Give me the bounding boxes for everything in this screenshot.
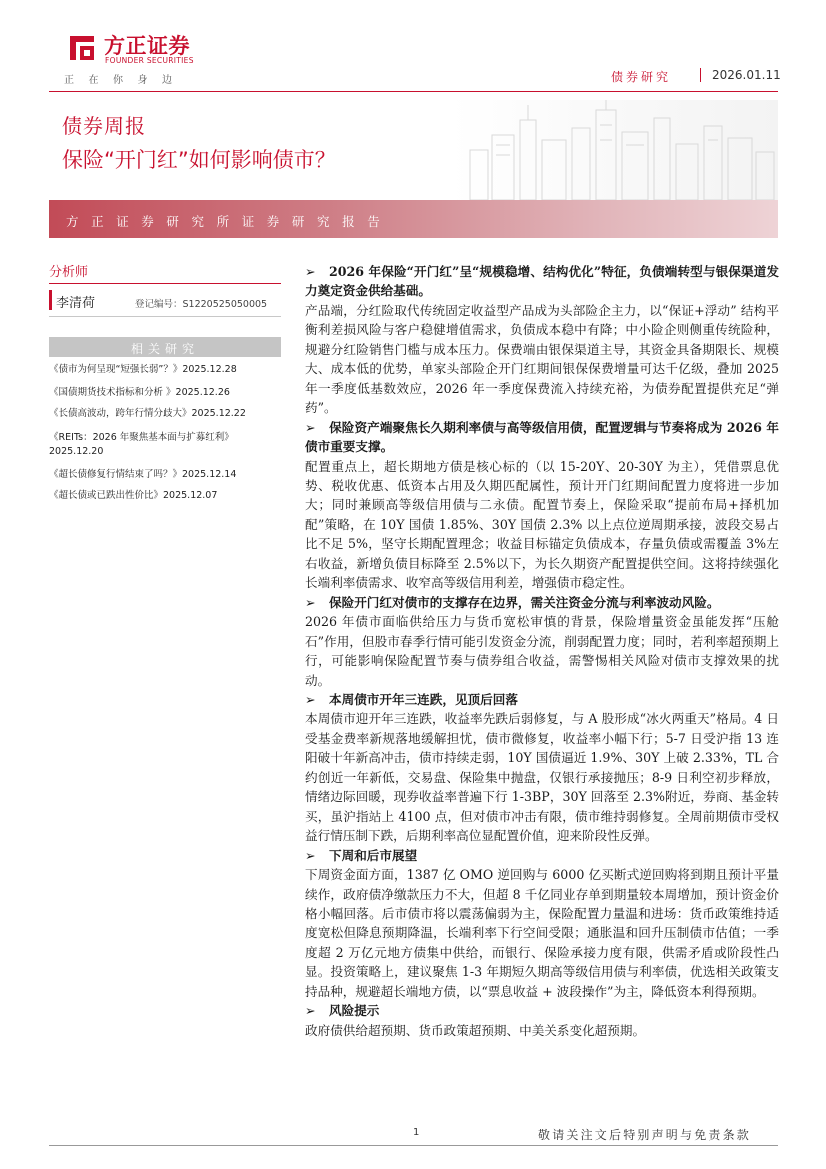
related-item[interactable]: 《超长债或已跌出性价比》2025.12.07: [49, 490, 218, 501]
related-item[interactable]: 《债市为何呈现“短强长弱”？》2025.12.28: [49, 364, 237, 375]
logo-mark-icon: [66, 32, 98, 64]
section-text: 配置重点上，超长期地方债是核心标的（以 15-20Y、20-30Y 为主），凭借票息优势、税收优惠、低资本占用及久期匹配属性，预计开门红期间配置力度将进一步加大；同时兼顾高等级信用债与二永债。配置节奏上，保险采取“提前布局+择机加配”策略，在 10Y 国债 1.85%、30Y 国债 2.3% 以上点位逆周期承接，波段交易占比不足 5%，坚守长期配置理念；收益目标锚定负债成本，存量负债或需覆盖 3%左右收益，新增负债目标降至 2.5%以下，为长久期资产配置提供空间。这将持续强化长端利率债需求、收窄高等级信用利差，增强债市稳定性。: [305, 458, 779, 591]
arrow-bullet-icon: ➢: [305, 691, 316, 707]
related-item[interactable]: 《国债期货技术指标和分析 》2025.12.26: [49, 387, 230, 398]
banner-title: 债券周报: [62, 114, 146, 138]
related-item-date[interactable]: 2025.12.20: [49, 446, 104, 457]
logo-name-en: FOUNDER SECURITIES: [105, 56, 194, 65]
banner-bar-text: 方正证券研究所证券研究报告: [66, 214, 393, 229]
footer-disclaimer[interactable]: 敬请关注文后特别声明与免责条款: [538, 1128, 752, 1142]
arrow-bullet-icon: ➢: [305, 1003, 316, 1019]
section-text: 产品端，分红险取代传统固定收益型产品成为头部险企主力，以“保证+浮动” 结构平衡利差损风险与客户稳健增值需求，负债成本稳中有降；中小险企则侧重传统险种，规避分红险销售门槛与成本压力。保费端由银保渠道主导，其资金具备期限长、规模大、成本低的优势，单家头部险企开门红期间银保保费增量可达千亿级，叠加 2025 年一季度低基数效应，2026 年一季度保费流入持续充裕，为债券配置提供充足“弹药”。: [305, 302, 779, 416]
footer-rule: [49, 1145, 778, 1146]
analyst-accent: [49, 290, 52, 310]
arrow-bullet-icon: ➢: [305, 847, 316, 863]
section-text: 2026 年债市面临供给压力与货币宽松审慎的背景，保险增量资金虽能发挥“压舱石”作用，但股市春季行情可能引发资金分流，削弱配置力度；同时，若利率超预期上行，可能影响保险配置节奏与债券组合收益，需警惕相关风险对债市支撑效果的扰动。: [305, 614, 779, 688]
report-type: 债券研究: [611, 70, 672, 84]
section-heading: ➢ 保险开门红对债市的支撑存在边界，需关注资金分流与利率波动风险。: [305, 593, 779, 612]
report-body: [305, 262, 779, 1040]
section-heading: ➢ 本周债市开年三连跌，见顶后回落: [305, 690, 779, 709]
related-item[interactable]: 《长债高波动，跨年行情分歧大》2025.12.22: [49, 408, 246, 419]
page-number: 1: [413, 1127, 420, 1138]
section-heading: ➢ 保险资产端聚焦长久期利率债与高等级信用债，配置逻辑与节奏将成为 2026 年债市重要支撑。: [305, 419, 779, 455]
city-skyline-icon: [450, 100, 778, 200]
header-separator: [700, 68, 701, 82]
company-logo: [66, 30, 216, 74]
slogan: 正在你身边: [64, 75, 187, 86]
arrow-bullet-icon: ➢: [305, 419, 316, 435]
arrow-bullet-icon: ➢: [305, 264, 316, 279]
analyst-registration: 登记编号：S1220525050005: [135, 299, 268, 310]
analyst-label: 分析师: [49, 265, 89, 280]
analyst-name: 李清荷: [56, 296, 96, 311]
arrow-bullet-icon: ➢: [305, 594, 316, 610]
related-item[interactable]: 《超长债修复行情结束了吗？》2025.12.14: [49, 469, 237, 480]
report-title: 保险“开门红”如何影响债市？: [62, 148, 336, 172]
section-text: 政府债供给超预期、货币政策超预期、中美关系变化超预期。: [305, 1022, 646, 1038]
logo-name-cn: 方正证券: [104, 34, 190, 58]
related-research-title: 相关研究: [130, 342, 199, 356]
section-heading: ➢ 下周和后市展望: [305, 846, 779, 865]
section-text: 下周资金面方面，1387 亿 OMO 逆回购与 6000 亿买断式逆回购将到期且预计平量续作，政府债净缴款压力不大，但超 8 千亿同业存单到期量较本周增加，预计资金价格小幅回落。后市债市将以震荡偏弱为主，保险配置力量温和进场：货币政策维持适度宽松但降息预期降温，长端利率下行空间受限；通胀温和回升压制债市估值；一季度超 2 万亿元地方债集中供给，而银行、保险承接力度有限，供需矛盾或阶段性凸显。投资策略上，建议聚焦 1-3 年期短久期高等级信用债与利率债，优选相关政策支持品种，规避超长端地方债，以“票息收益 + 波段操作”为主，降低资本利得预期。: [305, 867, 779, 999]
section-heading: ➢ 风险提示: [305, 1001, 779, 1020]
report-date: 2026.01.11: [712, 68, 781, 82]
analyst-divider: [49, 316, 281, 317]
header-rule: [49, 91, 778, 92]
section-heading: ➢ 2026 年保险“开门红”呈“规模稳增、结构优化”特征，负债端转型与银保渠道发力奠定资金供给基础。: [305, 264, 779, 299]
section-text: 本周债市迎开年三连跌，收益率先跌后弱修复，与 A 股形成“冰火两重天”格局。4 日受基金费率新规落地缓解担忧，债市微修复，收益率小幅下行；5-7 日受沪指 13 连阳破十年新高冲击，债市持续走弱，10Y 国债逼近 1.9%、30Y 上破 2.33%，TL 合约创近一年新低，交易盘、保险集中抛盘，仅银行承接抛压；8-9 日利空初步释放，情绪边际回暖，现券收益率普遍下行 1-3BP，30Y 回落至 2.3%附近，券商、基金转买，虽沪指站上 4100 点，但对债市冲击有限，债市维持弱修复。全周前期债市受权益行情压制下跌，后期利率高位显配置价值，迎来阶段性反弹。: [305, 711, 779, 844]
related-item[interactable]: 《REITs：2026 年聚焦基本面与扩募红利》: [49, 432, 234, 443]
analyst-rule: [49, 283, 281, 284]
